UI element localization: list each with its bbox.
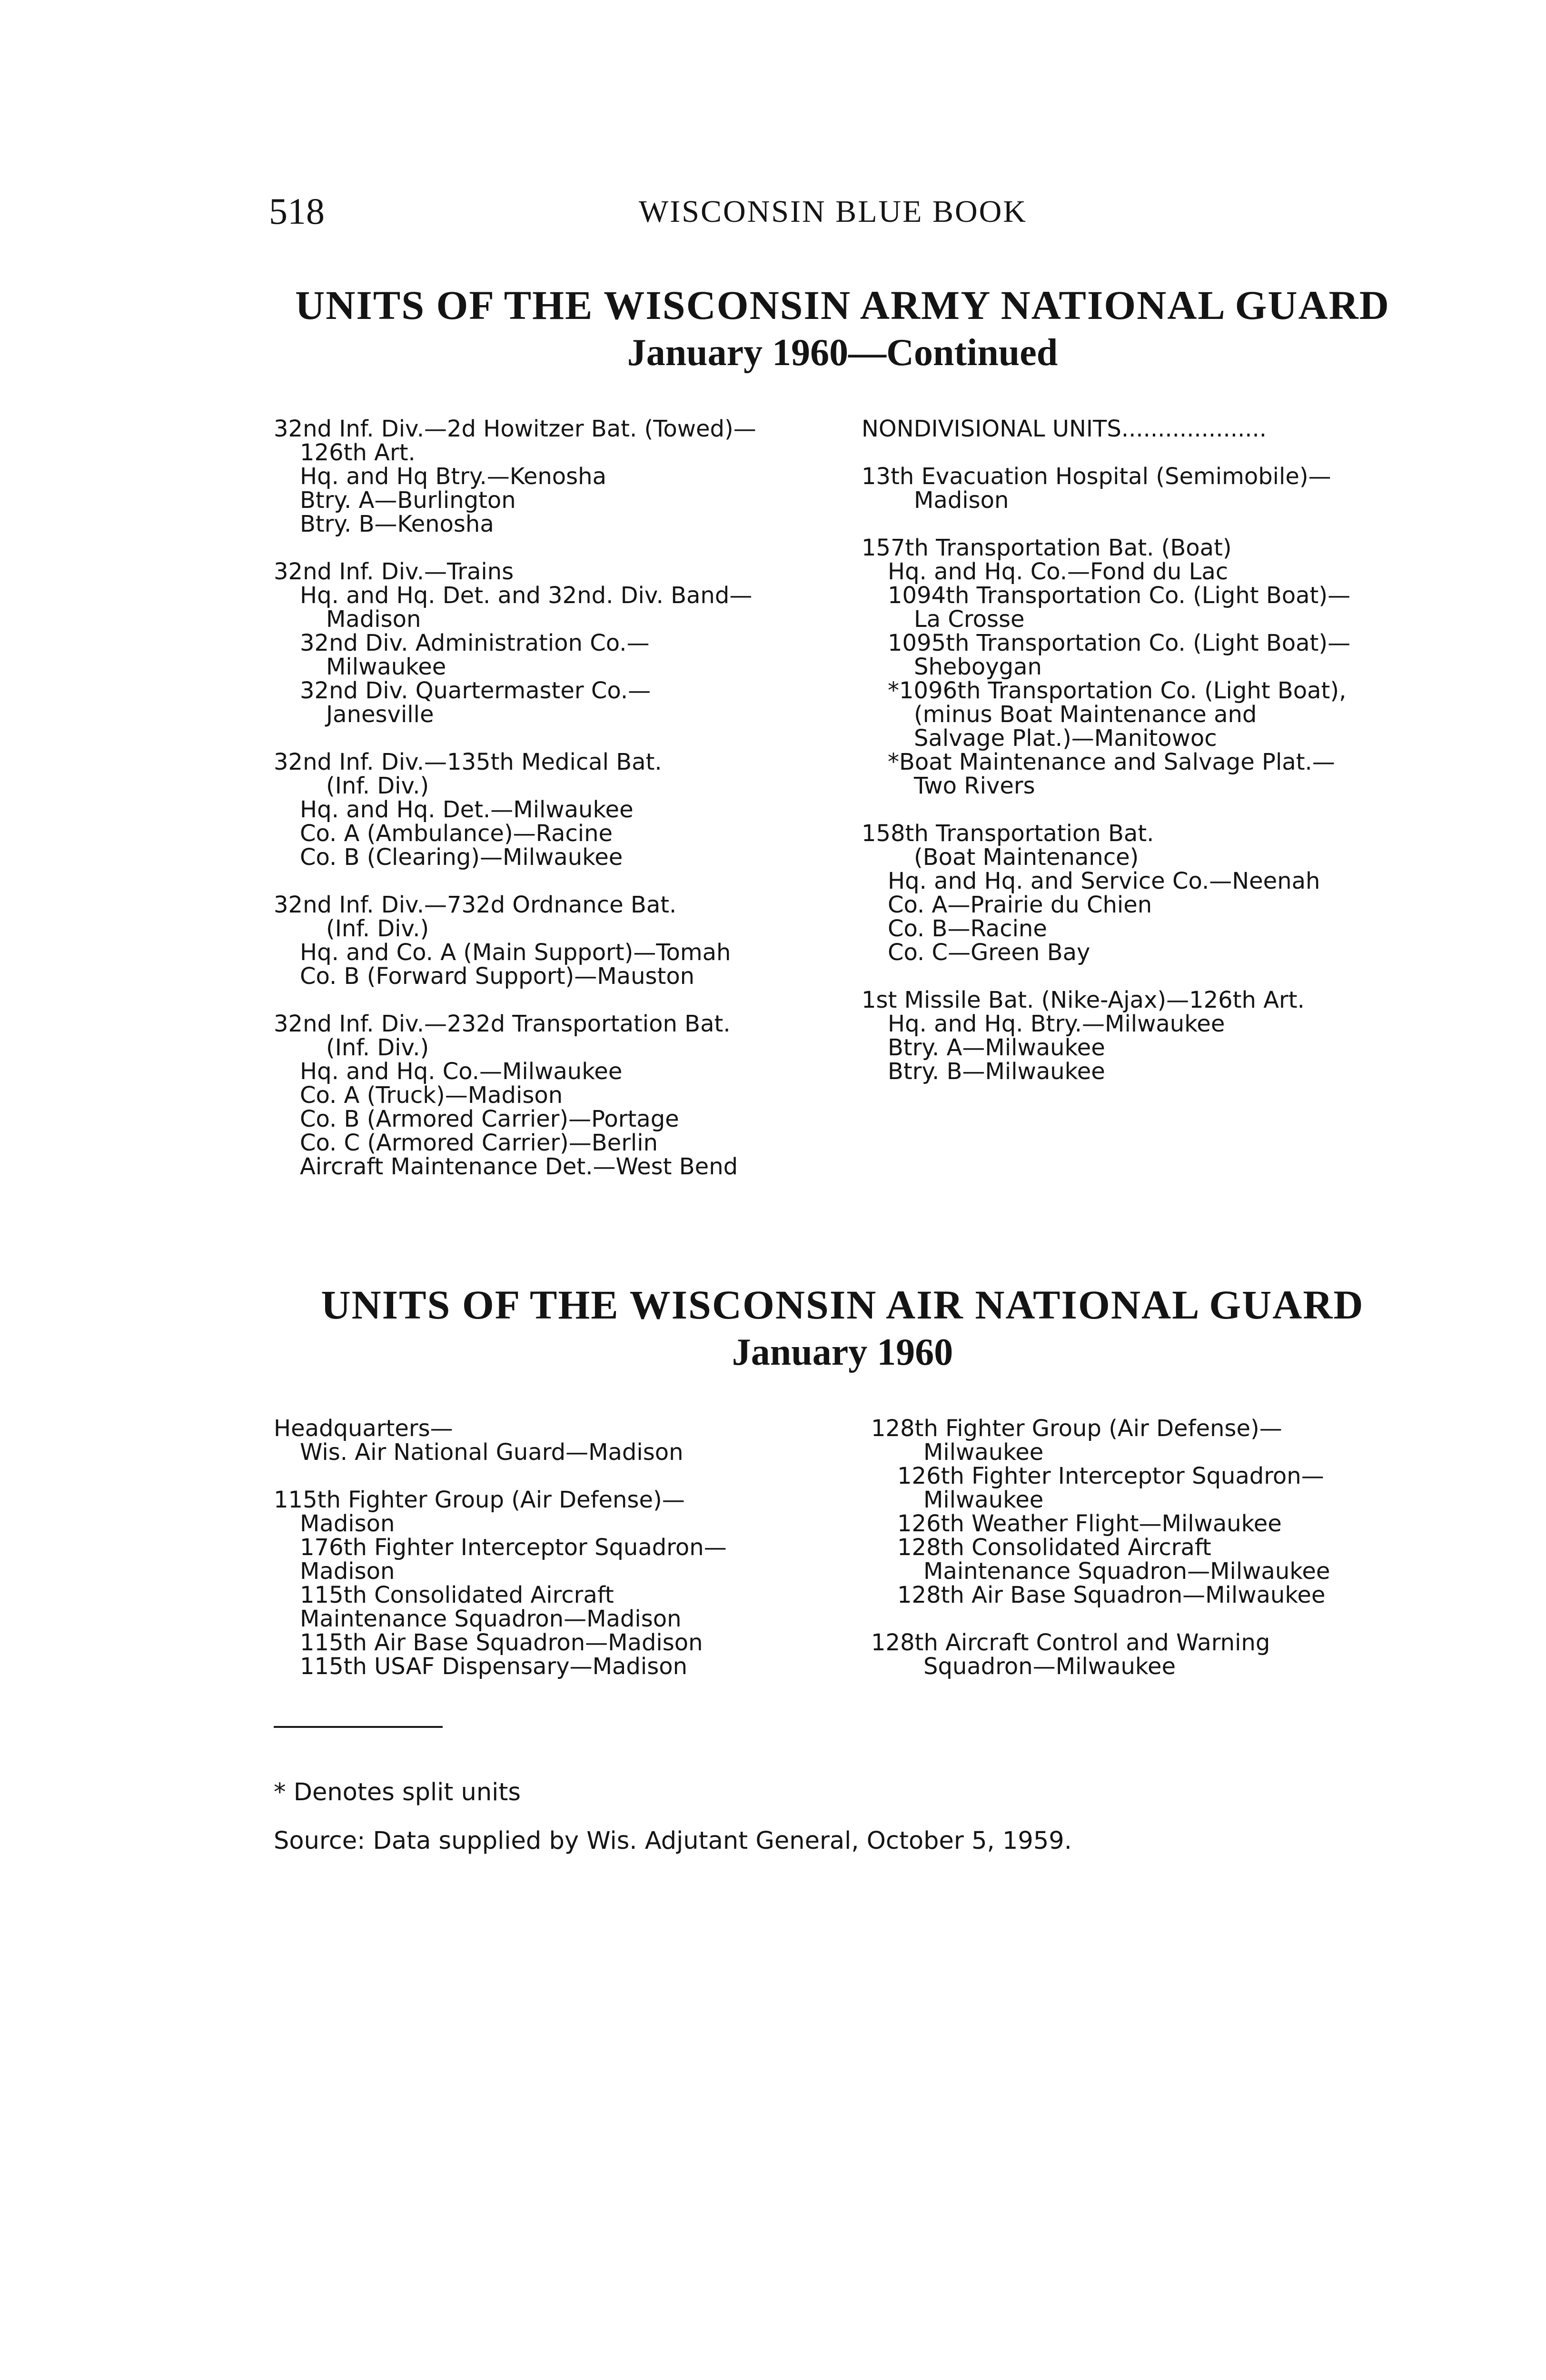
unit-line: Hq. and Hq. Det. and 32nd. Div. Band—	[300, 582, 753, 609]
unit-line: (Boat Maintenance)	[914, 844, 1139, 871]
group-spacer	[871, 1607, 1330, 1631]
footnote-source: Source: Data supplied by Wis. Adjutant General, October 5, 1959.	[274, 1827, 1072, 1855]
unit-line: Hq. and Hq. Det.—Milwaukee	[300, 796, 634, 823]
unit-line: Hq. and Hq Btry.—Kenosha	[300, 463, 607, 490]
unit-line: *Boat Maintenance and Salvage Plat.—	[888, 749, 1335, 775]
page-number: 518	[269, 190, 325, 232]
unit-line: Hq. and Hq. Co.—Milwaukee	[300, 1058, 623, 1085]
unit-line: Squadron—Milwaukee	[923, 1653, 1176, 1680]
unit-line: Madison	[914, 487, 1009, 514]
unit-line: Co. A (Truck)—Madison	[300, 1082, 563, 1109]
unit-line: Sheboygan	[914, 654, 1042, 680]
unit-heading: 32nd Inf. Div.—Trains	[274, 558, 514, 585]
unit-line: Aircraft Maintenance Det.—West Bend	[300, 1153, 738, 1180]
unit-line: Co. A—Prairie du Chien	[888, 892, 1152, 918]
unit-heading: 158th Transportation Bat.	[862, 820, 1154, 847]
unit-heading: Headquarters—	[274, 1415, 453, 1442]
unit-line: Two Rivers	[914, 773, 1035, 799]
unit-line: Btry. B—Kenosha	[300, 511, 494, 537]
unit-heading: 13th Evacuation Hospital (Semimobile)—	[862, 463, 1331, 490]
unit-line: La Crosse	[914, 606, 1025, 633]
unit-line: Milwaukee	[326, 654, 446, 680]
unit-line: Btry. A—Milwaukee	[888, 1034, 1105, 1061]
unit-line: Madison	[300, 1510, 395, 1537]
army-left-group-3	[274, 750, 756, 869]
unit-line: 115th USAF Dispensary—Madison	[300, 1653, 688, 1680]
unit-heading: 128th Aircraft Control and Warning	[871, 1629, 1270, 1656]
group-spacer	[862, 798, 1350, 822]
air-left-group-2	[274, 1488, 727, 1678]
unit-line: *1096th Transportation Co. (Light Boat),	[888, 677, 1347, 704]
unit-line: 1094th Transportation Co. (Light Boat)—	[888, 582, 1351, 609]
unit-heading: 32nd Inf. Div.—732d Ordnance Bat.	[274, 892, 677, 918]
army-right-column	[862, 417, 1350, 1083]
army-section-title	[248, 281, 1437, 376]
unit-line: 1095th Transportation Co. (Light Boat)—	[888, 630, 1351, 656]
unit-line: Co. B (Armored Carrier)—Portage	[300, 1106, 679, 1132]
air-left-column	[274, 1417, 727, 1678]
air-left-group-1	[274, 1417, 727, 1464]
unit-line: Hq. and Hq. Btry.—Milwaukee	[888, 1011, 1225, 1037]
unit-line: 115th Consolidated Aircraft	[300, 1582, 614, 1608]
unit-heading: 1st Missile Bat. (Nike-Ajax)—126th Art.	[862, 987, 1305, 1013]
unit-heading: 115th Fighter Group (Air Defense)—	[274, 1487, 685, 1513]
unit-line: Milwaukee	[923, 1439, 1044, 1466]
army-left-group-1	[274, 417, 756, 536]
unit-line: Hq. and Hq. and Service Co.—Neenah	[888, 868, 1320, 894]
unit-line: Wis. Air National Guard—Madison	[300, 1439, 684, 1466]
unit-line: 126th Weather Flight—Milwaukee	[897, 1510, 1282, 1537]
unit-heading: 32nd Inf. Div.—135th Medical Bat.	[274, 749, 662, 775]
unit-line: Btry. A—Burlington	[300, 487, 516, 514]
unit-line: Salvage Plat.)—Manitowoc	[914, 725, 1217, 752]
unit-line: (minus Boat Maintenance and	[914, 701, 1257, 728]
unit-line: 126th Fighter Interceptor Squadron—	[897, 1463, 1324, 1489]
air-right-group-2	[871, 1631, 1330, 1678]
army-left-group-4	[274, 893, 756, 988]
air-title: UNITS OF THE WISCONSIN AIR NATIONAL GUARD	[321, 1282, 1364, 1328]
unit-line: Hq. and Co. A (Main Support)—Tomah	[300, 939, 731, 966]
unit-line: Co. C—Green Bay	[888, 939, 1090, 966]
footnote-rule	[274, 1726, 443, 1728]
group-spacer	[862, 512, 1350, 536]
group-spacer	[862, 964, 1350, 988]
army-left-group-5	[274, 1012, 756, 1179]
unit-line: Janesville	[326, 701, 434, 728]
unit-heading: 32nd Inf. Div.—2d Howitzer Bat. (Towed)—	[274, 416, 756, 442]
unit-heading: NONDIVISIONAL UNITS....................	[862, 416, 1267, 442]
unit-line: 176th Fighter Interceptor Squadron—	[300, 1534, 727, 1561]
unit-line: 32nd Div. Quartermaster Co.—	[300, 677, 651, 704]
army-left-group-2	[274, 560, 756, 726]
unit-heading: 157th Transportation Bat. (Boat)	[862, 535, 1232, 561]
unit-line: Co. C (Armored Carrier)—Berlin	[300, 1130, 658, 1156]
unit-line: 126th Art.	[300, 439, 416, 466]
army-subtitle: January 1960—Continued	[627, 332, 1058, 374]
unit-line: Co. B (Clearing)—Milwaukee	[300, 844, 623, 871]
air-right-group-1	[871, 1417, 1330, 1607]
army-right-group-1	[862, 417, 1350, 441]
unit-line: 128th Consolidated Aircraft	[897, 1534, 1211, 1561]
army-right-group-3	[862, 536, 1350, 798]
army-right-group-5	[862, 988, 1350, 1083]
group-spacer	[274, 726, 756, 750]
running-head: WISCONSIN BLUE BOOK	[639, 194, 1027, 229]
unit-heading: 128th Fighter Group (Air Defense)—	[871, 1415, 1282, 1442]
group-spacer	[274, 1464, 727, 1488]
group-spacer	[862, 441, 1350, 465]
army-right-group-2	[862, 465, 1350, 512]
unit-line: Co. A (Ambulance)—Racine	[300, 820, 613, 847]
unit-line: Btry. B—Milwaukee	[888, 1058, 1105, 1085]
unit-line: Co. B—Racine	[888, 915, 1047, 942]
group-spacer	[274, 536, 756, 560]
unit-line: (Inf. Div.)	[326, 1034, 429, 1061]
army-title: UNITS OF THE WISCONSIN ARMY NATIONAL GUARD	[295, 282, 1390, 328]
unit-line: Maintenance Squadron—Madison	[300, 1606, 682, 1632]
air-section-title	[248, 1280, 1437, 1375]
unit-line: Madison	[300, 1558, 395, 1585]
unit-line: Madison	[326, 606, 421, 633]
footnote-split-units: * Denotes split units	[274, 1778, 521, 1806]
unit-line: Co. B (Forward Support)—Mauston	[300, 963, 695, 990]
group-spacer	[274, 988, 756, 1012]
unit-line: (Inf. Div.)	[326, 915, 429, 942]
unit-line: (Inf. Div.)	[326, 773, 429, 799]
unit-line: Maintenance Squadron—Milwaukee	[923, 1558, 1330, 1585]
army-right-group-4	[862, 822, 1350, 964]
unit-line: 32nd Div. Administration Co.—	[300, 630, 650, 656]
unit-line: Hq. and Hq. Co.—Fond du Lac	[888, 558, 1229, 585]
unit-line: Milwaukee	[923, 1487, 1044, 1513]
unit-line: 115th Air Base Squadron—Madison	[300, 1629, 703, 1656]
air-right-column	[871, 1417, 1330, 1678]
air-subtitle: January 1960	[732, 1331, 953, 1374]
unit-line: 128th Air Base Squadron—Milwaukee	[897, 1582, 1326, 1608]
unit-heading: 32nd Inf. Div.—232d Transportation Bat.	[274, 1011, 731, 1037]
group-spacer	[274, 869, 756, 893]
army-left-column	[274, 417, 756, 1179]
